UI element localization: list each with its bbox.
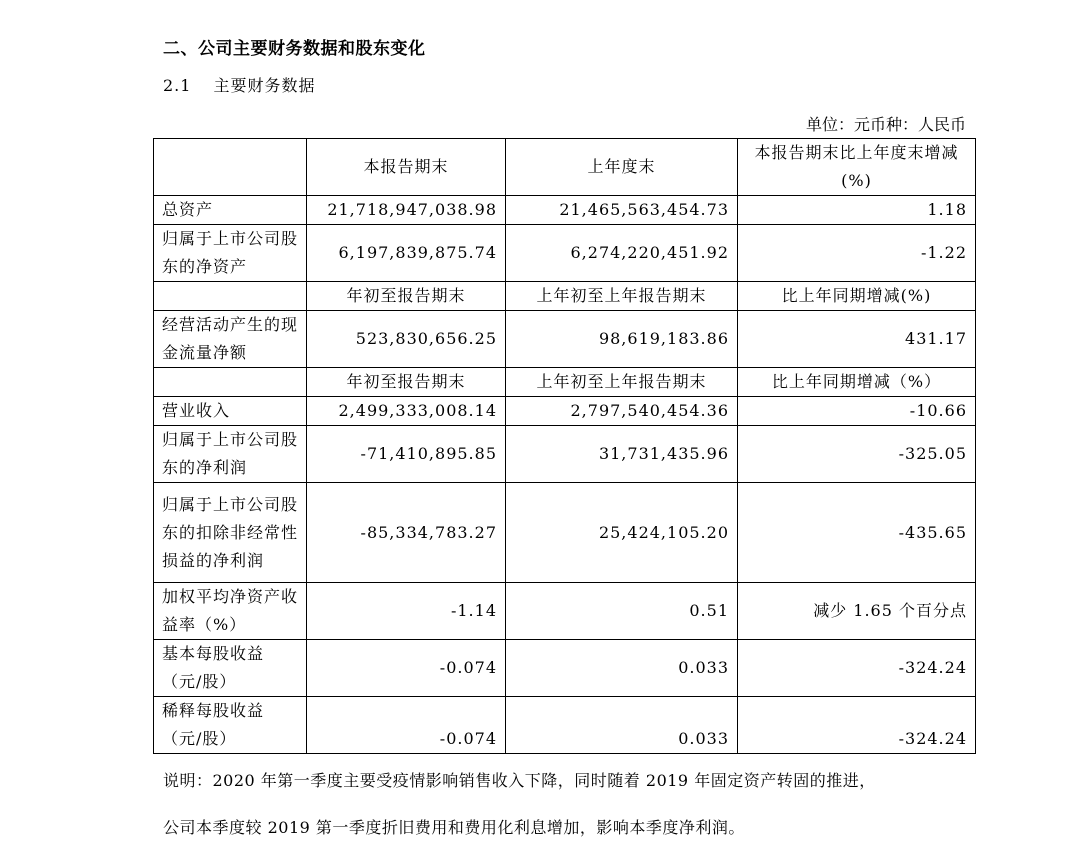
cell-value: -10.66	[738, 397, 976, 426]
header-blank-cell	[154, 282, 307, 311]
cell-value: 431.17	[738, 311, 976, 368]
row-label: 归属于上市公司股东的扣除非经常性损益的净利润	[154, 483, 307, 583]
header-last-year-end: 上年度末	[506, 139, 738, 196]
table-row	[154, 697, 976, 754]
row-label: 基本每股收益（元/股）	[154, 640, 307, 697]
cell-value: -0.074	[307, 697, 506, 754]
unit-note: 单位：元币种：人民币	[805, 115, 966, 134]
row-label: 总资产	[154, 196, 307, 225]
table-subheader-row	[154, 368, 976, 397]
cell-value: -1.14	[307, 583, 506, 640]
cell-value: 31,731,435.96	[506, 426, 738, 483]
header-current-period-end: 本报告期末	[307, 139, 506, 196]
cell-value: 98,619,183.86	[506, 311, 738, 368]
table-row	[154, 426, 976, 483]
row-label: 归属于上市公司股东的净资产	[154, 225, 307, 282]
table-row	[154, 196, 976, 225]
cell-value: 25,424,105.20	[506, 483, 738, 583]
cell-value: 21,465,563,454.73	[506, 196, 738, 225]
cell-value: 1.18	[738, 196, 976, 225]
row-label: 经营活动产生的现金流量净额	[154, 311, 307, 368]
table-row	[154, 483, 976, 583]
header-last-year-ytd: 上年初至上年报告期末	[506, 368, 738, 397]
cell-value: -325.05	[738, 426, 976, 483]
header-blank-cell	[154, 139, 307, 196]
cell-value: -324.24	[738, 640, 976, 697]
cell-value: -1.22	[738, 225, 976, 282]
cell-value: 523,830,656.25	[307, 311, 506, 368]
note-line-1: 说明：2020 年第一季度主要受疫情影响销售收入下降，同时随着 2019 年固定资产转固的推进，	[163, 771, 876, 790]
header-last-year-ytd: 上年初至上年报告期末	[506, 282, 738, 311]
cell-value: 0.51	[506, 583, 738, 640]
cell-value: 2,797,540,454.36	[506, 397, 738, 426]
header-blank-cell	[154, 368, 307, 397]
cell-value: 6,197,839,875.74	[307, 225, 506, 282]
section-heading: 二、公司主要财务数据和股东变化	[163, 39, 426, 59]
table-subheader-row	[154, 282, 976, 311]
cell-value: 减少 1.65 个百分点	[738, 583, 976, 640]
table-row	[154, 225, 976, 282]
financial-data-table	[153, 138, 976, 754]
cell-value: -0.074	[307, 640, 506, 697]
cell-value: 2,499,333,008.14	[307, 397, 506, 426]
table-header-row	[154, 139, 976, 196]
subsection-number: 2.1	[163, 76, 192, 95]
row-label: 稀释每股收益（元/股）	[154, 697, 307, 754]
note-line-2: 公司本季度较 2019 第一季度折旧费用和费用化利息增加，影响本季度净利润。	[163, 818, 745, 837]
row-label: 营业收入	[154, 397, 307, 426]
table-row	[154, 397, 976, 426]
cell-value: -435.65	[738, 483, 976, 583]
cell-value: 6,274,220,451.92	[506, 225, 738, 282]
subsection-heading	[163, 73, 315, 96]
cell-value: -324.24	[738, 697, 976, 754]
table-row	[154, 583, 976, 640]
cell-value: 21,718,947,038.98	[307, 196, 506, 225]
row-label: 加权平均净资产收益率（%）	[154, 583, 307, 640]
header-change-yoy: 比上年同期增减（%）	[738, 368, 976, 397]
header-change-yoy: 比上年同期增减(%)	[738, 282, 976, 311]
table-row	[154, 640, 976, 697]
cell-value: 0.033	[506, 640, 738, 697]
row-label: 归属于上市公司股东的净利润	[154, 426, 307, 483]
cell-value: -85,334,783.27	[307, 483, 506, 583]
cell-value: 0.033	[506, 697, 738, 754]
subsection-title: 主要财务数据	[213, 76, 316, 95]
cell-value: -71,410,895.85	[307, 426, 506, 483]
header-change-vs-last-year-end: 本报告期末比上年度末增减(%)	[738, 139, 976, 196]
header-ytd: 年初至报告期末	[307, 282, 506, 311]
header-ytd: 年初至报告期末	[307, 368, 506, 397]
table-row	[154, 311, 976, 368]
